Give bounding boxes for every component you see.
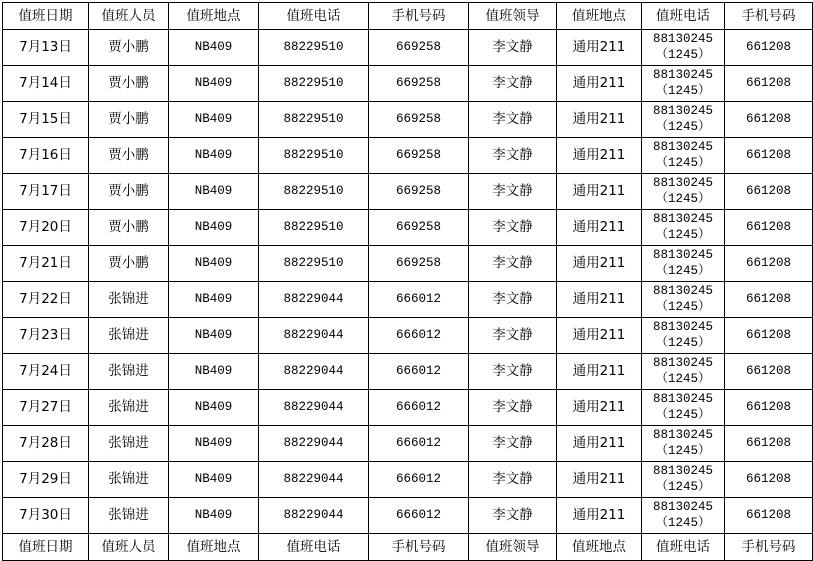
cell-leader-place: 通用211 [557,282,642,318]
column-header-duty-mobile: 手机号码 [369,534,469,561]
column-header-leader-place: 值班地点 [557,3,642,30]
cell-duty-date: 7月16日 [3,138,89,174]
cell-leader-phone-line1: 88130245 [652,139,713,154]
cell-duty-leader: 李文静 [469,138,557,174]
cell-leader-phone-line2: （1245） [655,335,711,350]
cell-leader-phone [642,282,725,318]
cell-leader-phone-line1: 88130245 [652,319,713,334]
cell-leader-phone-line1: 88130245 [652,103,713,118]
cell-duty-staff: 贾小鹏 [89,174,169,210]
cell-leader-phone-line1: 88130245 [652,463,713,478]
cell-duty-mobile: 669258 [369,138,469,174]
cell-duty-date: 7月24日 [3,354,89,390]
cell-leader-phone-line2: （1245） [655,479,711,494]
table-row [3,318,813,354]
cell-duty-mobile: 669258 [369,66,469,102]
cell-duty-phone: 88229044 [259,318,369,354]
column-header-duty-place: 值班地点 [169,3,259,30]
cell-leader-phone-line2: （1245） [655,299,711,314]
cell-leader-place: 通用211 [557,462,642,498]
cell-leader-place: 通用211 [557,318,642,354]
cell-leader-place: 通用211 [557,30,642,66]
cell-duty-mobile: 666012 [369,426,469,462]
column-header-duty-leader: 值班领导 [469,3,557,30]
cell-duty-date: 7月29日 [3,462,89,498]
cell-duty-place: NB409 [169,498,259,534]
cell-leader-phone [642,174,725,210]
cell-duty-mobile: 666012 [369,390,469,426]
cell-leader-phone-line1: 88130245 [652,391,713,406]
cell-duty-leader: 李文静 [469,318,557,354]
column-header-leader-place: 值班地点 [557,534,642,561]
cell-leader-phone [642,30,725,66]
cell-duty-mobile: 666012 [369,282,469,318]
cell-leader-mobile: 661208 [725,246,813,282]
cell-duty-phone: 88229044 [259,282,369,318]
cell-duty-date: 7月20日 [3,210,89,246]
cell-leader-place: 通用211 [557,354,642,390]
cell-leader-place: 通用211 [557,498,642,534]
cell-leader-place: 通用211 [557,102,642,138]
duty-roster-table [2,2,813,534]
cell-duty-phone: 88229510 [259,30,369,66]
header-row [3,534,813,561]
table-row [3,66,813,102]
cell-leader-phone-line1: 88130245 [652,427,713,442]
cell-leader-phone-line1: 88130245 [652,211,713,226]
cell-duty-leader: 李文静 [469,354,557,390]
cell-duty-leader: 李文静 [469,66,557,102]
table-row [3,246,813,282]
cell-duty-leader: 李文静 [469,210,557,246]
cell-duty-leader: 李文静 [469,498,557,534]
cell-leader-phone [642,210,725,246]
cell-duty-phone: 88229510 [259,138,369,174]
cell-leader-phone [642,246,725,282]
cell-duty-place: NB409 [169,354,259,390]
cell-duty-mobile: 666012 [369,318,469,354]
cell-duty-leader: 李文静 [469,462,557,498]
cell-duty-place: NB409 [169,426,259,462]
cell-duty-place: NB409 [169,66,259,102]
cell-leader-phone-line2: （1245） [655,119,711,134]
cell-duty-date: 7月27日 [3,390,89,426]
cell-duty-phone: 88229510 [259,174,369,210]
cell-leader-phone [642,426,725,462]
column-header-duty-date: 值班日期 [3,534,89,561]
cell-duty-date: 7月28日 [3,426,89,462]
cell-leader-phone-line2: （1245） [655,515,711,530]
cell-leader-mobile: 661208 [725,66,813,102]
cell-duty-date: 7月21日 [3,246,89,282]
column-header-leader-mobile: 手机号码 [725,534,813,561]
cell-duty-staff: 贾小鹏 [89,210,169,246]
cell-duty-leader: 李文静 [469,246,557,282]
cell-leader-mobile: 661208 [725,174,813,210]
cell-leader-mobile: 661208 [725,462,813,498]
cell-leader-mobile: 661208 [725,30,813,66]
cell-duty-staff: 张锦进 [89,318,169,354]
cell-leader-phone-line2: （1245） [655,47,711,62]
cell-duty-place: NB409 [169,390,259,426]
table-row [3,282,813,318]
cell-duty-leader: 李文静 [469,282,557,318]
cell-leader-mobile: 661208 [725,318,813,354]
cell-duty-staff: 张锦进 [89,462,169,498]
cell-leader-mobile: 661208 [725,210,813,246]
cell-duty-staff: 张锦进 [89,426,169,462]
column-header-duty-leader: 值班领导 [469,534,557,561]
cell-leader-mobile: 661208 [725,282,813,318]
cell-duty-leader: 李文静 [469,30,557,66]
table-row [3,354,813,390]
cell-duty-leader: 李文静 [469,390,557,426]
column-header-duty-staff: 值班人员 [89,534,169,561]
cell-leader-phone [642,462,725,498]
cell-duty-staff: 张锦进 [89,390,169,426]
cell-leader-phone-line2: （1245） [655,83,711,98]
cell-duty-place: NB409 [169,318,259,354]
table-row [3,426,813,462]
cell-leader-place: 通用211 [557,66,642,102]
cell-duty-phone: 88229044 [259,426,369,462]
cell-duty-date: 7月15日 [3,102,89,138]
cell-duty-mobile: 669258 [369,210,469,246]
cell-duty-staff: 贾小鹏 [89,30,169,66]
cell-leader-phone [642,138,725,174]
cell-leader-place: 通用211 [557,390,642,426]
table-body [3,30,813,534]
cell-duty-phone: 88229044 [259,354,369,390]
cell-leader-phone [642,66,725,102]
table-row [3,102,813,138]
table-row [3,390,813,426]
column-header-leader-phone: 值班电话 [642,3,725,30]
duty-roster-table-continued [2,533,813,561]
cell-duty-staff: 贾小鹏 [89,66,169,102]
cell-leader-place: 通用211 [557,246,642,282]
cell-duty-mobile: 669258 [369,102,469,138]
cell-duty-date: 7月23日 [3,318,89,354]
cell-duty-leader: 李文静 [469,426,557,462]
cell-leader-phone-line1: 88130245 [652,31,713,46]
cell-duty-place: NB409 [169,174,259,210]
cell-duty-date: 7月14日 [3,66,89,102]
table-row [3,138,813,174]
column-header-duty-date: 值班日期 [3,3,89,30]
table-row [3,498,813,534]
cell-duty-leader: 李文静 [469,174,557,210]
cell-leader-phone [642,318,725,354]
cell-duty-mobile: 669258 [369,174,469,210]
column-header-leader-mobile: 手机号码 [725,3,813,30]
cell-leader-mobile: 661208 [725,102,813,138]
table-row [3,462,813,498]
cell-duty-phone: 88229044 [259,390,369,426]
table-row [3,210,813,246]
column-header-duty-phone: 值班电话 [259,534,369,561]
cell-leader-phone-line1: 88130245 [652,499,713,514]
cell-leader-phone-line1: 88130245 [652,283,713,298]
cell-duty-place: NB409 [169,282,259,318]
cell-duty-place: NB409 [169,246,259,282]
cell-duty-place: NB409 [169,210,259,246]
cell-leader-mobile: 661208 [725,138,813,174]
cell-duty-date: 7月13日 [3,30,89,66]
cell-leader-phone-line2: （1245） [655,371,711,386]
cell-duty-staff: 张锦进 [89,498,169,534]
cell-leader-place: 通用211 [557,174,642,210]
cell-duty-place: NB409 [169,138,259,174]
cell-duty-place: NB409 [169,102,259,138]
duty-roster-sheet [2,2,796,555]
cell-leader-mobile: 661208 [725,354,813,390]
cell-leader-mobile: 661208 [725,498,813,534]
cell-duty-mobile: 669258 [369,246,469,282]
cell-leader-place: 通用211 [557,138,642,174]
cell-duty-mobile: 666012 [369,498,469,534]
cell-leader-phone [642,102,725,138]
cell-duty-staff: 贾小鹏 [89,102,169,138]
cell-duty-phone: 88229044 [259,462,369,498]
cell-duty-place: NB409 [169,30,259,66]
cell-duty-phone: 88229510 [259,246,369,282]
cell-leader-phone-line1: 88130245 [652,355,713,370]
table-row [3,30,813,66]
cell-leader-mobile: 661208 [725,426,813,462]
cell-duty-date: 7月30日 [3,498,89,534]
cell-duty-phone: 88229510 [259,102,369,138]
column-header-duty-place: 值班地点 [169,534,259,561]
cell-duty-staff: 贾小鹏 [89,246,169,282]
table-header [3,3,813,30]
cell-duty-date: 7月22日 [3,282,89,318]
cell-leader-phone [642,498,725,534]
cell-duty-phone: 88229044 [259,498,369,534]
cell-leader-place: 通用211 [557,210,642,246]
cell-leader-phone-line1: 88130245 [652,247,713,262]
cell-duty-mobile: 669258 [369,30,469,66]
cell-leader-phone-line1: 88130245 [652,67,713,82]
column-header-leader-phone: 值班电话 [642,534,725,561]
cell-leader-phone-line2: （1245） [655,407,711,422]
cell-leader-mobile: 661208 [725,390,813,426]
column-header-duty-mobile: 手机号码 [369,3,469,30]
table-row [3,174,813,210]
cell-leader-phone-line2: （1245） [655,443,711,458]
cell-duty-phone: 88229510 [259,210,369,246]
cell-duty-staff: 张锦进 [89,282,169,318]
column-header-duty-staff: 值班人员 [89,3,169,30]
cell-leader-phone [642,390,725,426]
cell-duty-phone: 88229510 [259,66,369,102]
cell-duty-place: NB409 [169,462,259,498]
cell-duty-staff: 张锦进 [89,354,169,390]
cell-duty-leader: 李文静 [469,102,557,138]
header-row [3,3,813,30]
cell-leader-place: 通用211 [557,426,642,462]
cell-leader-phone-line2: （1245） [655,263,711,278]
cell-leader-phone-line2: （1245） [655,191,711,206]
cell-duty-date: 7月17日 [3,174,89,210]
cell-duty-mobile: 666012 [369,354,469,390]
cell-leader-phone-line2: （1245） [655,155,711,170]
cell-leader-phone-line1: 88130245 [652,175,713,190]
repeated-header-row-clipped [2,533,796,555]
cell-duty-staff: 贾小鹏 [89,138,169,174]
cell-duty-mobile: 666012 [369,462,469,498]
column-header-duty-phone: 值班电话 [259,3,369,30]
cell-leader-phone-line2: （1245） [655,227,711,242]
cell-leader-phone [642,354,725,390]
